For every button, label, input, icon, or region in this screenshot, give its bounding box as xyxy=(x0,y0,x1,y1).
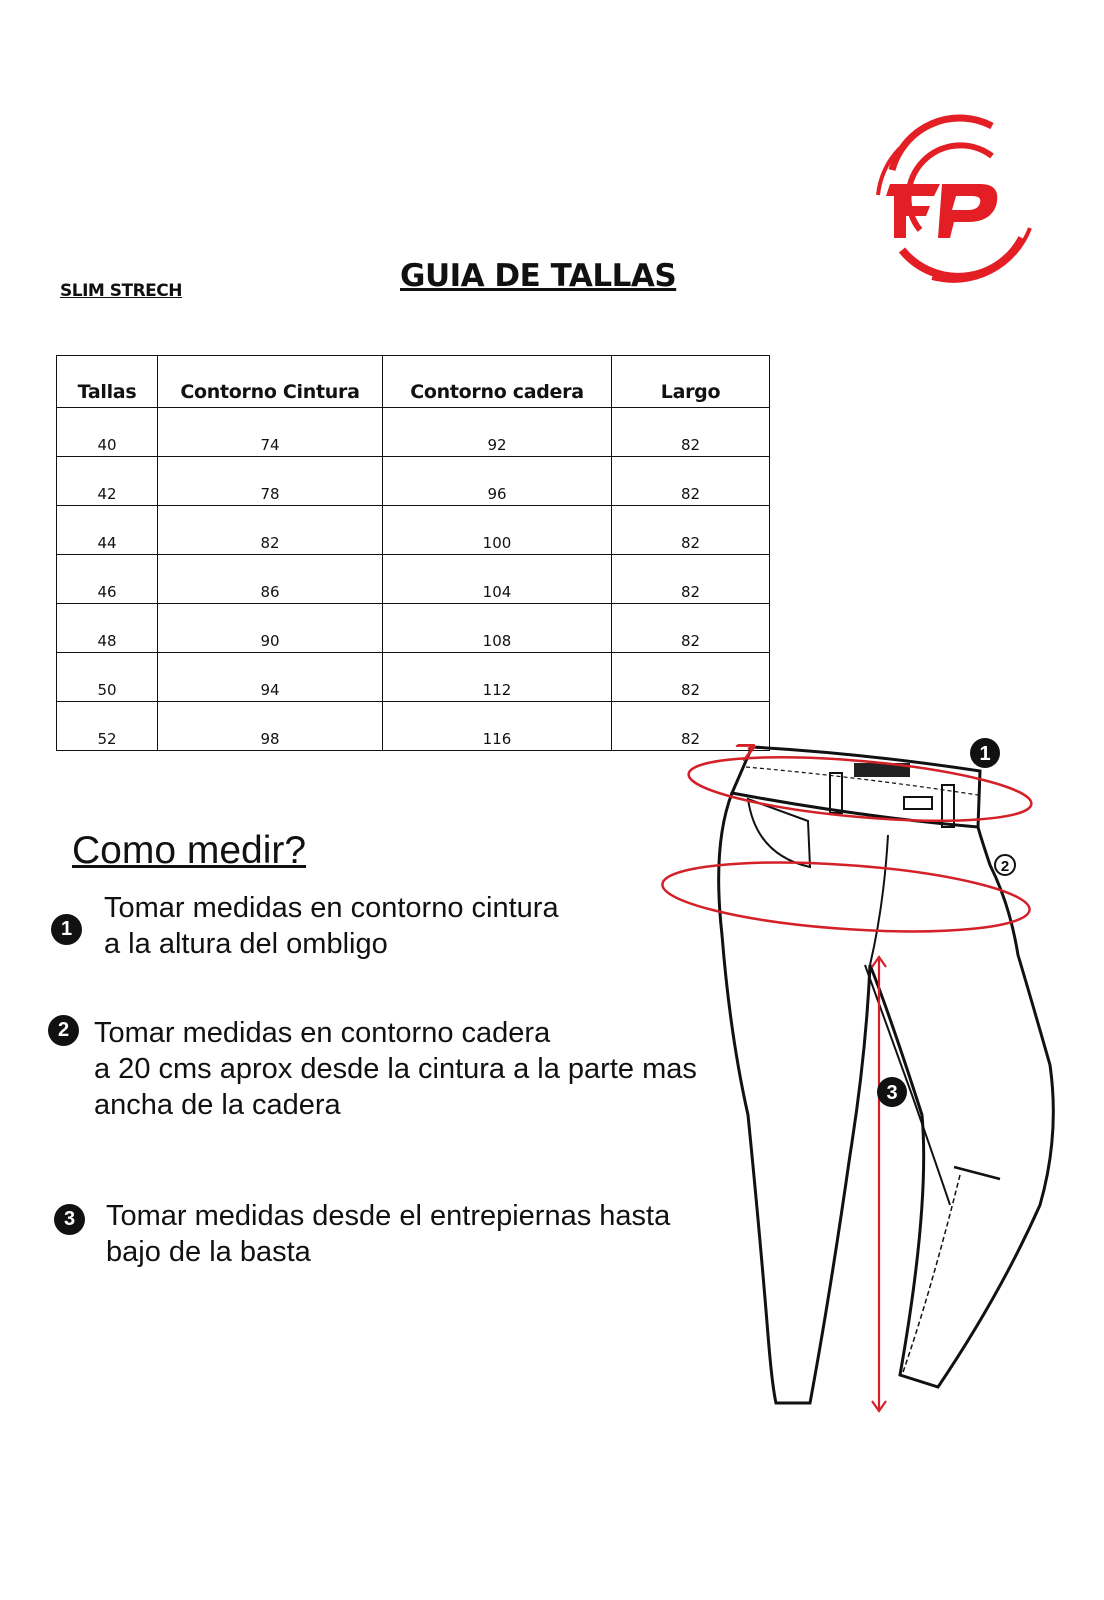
table-cell: 74 xyxy=(158,408,383,457)
page-title: GUIA DE TALLAS xyxy=(400,258,677,294)
table-row xyxy=(57,457,770,506)
table-cell: 82 xyxy=(612,604,770,653)
table-cell: 94 xyxy=(158,653,383,702)
table-cell: 82 xyxy=(612,555,770,604)
table-cell: 82 xyxy=(158,506,383,555)
step-2-line-1: Tomar medidas en contorno cadera xyxy=(94,1017,551,1049)
table-cell: 112 xyxy=(383,653,612,702)
step-2-text xyxy=(94,1015,697,1123)
step-3-line-2: bajo de la basta xyxy=(106,1236,311,1268)
step-1-line-2: a la altura del ombligo xyxy=(104,928,388,960)
product-subtitle: SLIM STRECH xyxy=(60,281,182,301)
table-cell: 82 xyxy=(612,408,770,457)
step-1-text xyxy=(104,890,559,962)
table-row xyxy=(57,506,770,555)
table-cell: 46 xyxy=(57,555,158,604)
table-row xyxy=(57,408,770,457)
size-table xyxy=(56,355,770,751)
table-cell: 98 xyxy=(158,702,383,751)
step-3-line-1: Tomar medidas desde el entrepiernas hasta xyxy=(106,1200,671,1232)
table-cell: 104 xyxy=(383,555,612,604)
table-cell: 92 xyxy=(383,408,612,457)
marker-3: 3 xyxy=(886,1082,898,1104)
step-3-text xyxy=(106,1198,670,1270)
fp-logo-icon xyxy=(872,110,1036,290)
step-3-badge: 3 xyxy=(54,1204,85,1235)
table-cell: 48 xyxy=(57,604,158,653)
table-cell: 116 xyxy=(383,702,612,751)
table-cell: 86 xyxy=(158,555,383,604)
table-row xyxy=(57,555,770,604)
step-2-line-3: ancha de la cadera xyxy=(94,1089,341,1121)
table-cell: 78 xyxy=(158,457,383,506)
table-cell: 108 xyxy=(383,604,612,653)
table-cell: 50 xyxy=(57,653,158,702)
column-header-tallas: Tallas xyxy=(57,356,158,408)
table-header-row xyxy=(57,356,770,408)
step-2-line-2: a 20 cms aprox desde la cintura a la parte mas xyxy=(94,1053,697,1085)
table-cell: 40 xyxy=(57,408,158,457)
step-2-badge: 2 xyxy=(48,1015,79,1046)
how-to-measure-heading: Como medir? xyxy=(72,829,307,872)
table-cell: 100 xyxy=(383,506,612,555)
step-1-badge: 1 xyxy=(51,914,82,945)
table-cell: 96 xyxy=(383,457,612,506)
table-row xyxy=(57,604,770,653)
table-row xyxy=(57,653,770,702)
table-cell: 82 xyxy=(612,702,770,751)
marker-2: 2 xyxy=(1000,858,1010,875)
table-cell: 82 xyxy=(612,506,770,555)
pants-measurement-icon xyxy=(660,735,1080,1455)
column-header-cadera: Contorno cadera xyxy=(383,356,612,408)
marker-1: 1 xyxy=(979,743,991,765)
column-header-largo: Largo xyxy=(612,356,770,408)
step-1-line-1: Tomar medidas en contorno cintura xyxy=(104,892,559,924)
column-header-cintura: Contorno Cintura xyxy=(158,356,383,408)
table-cell: 82 xyxy=(612,457,770,506)
table-cell: 44 xyxy=(57,506,158,555)
table-cell: 52 xyxy=(57,702,158,751)
table-cell: 42 xyxy=(57,457,158,506)
table-cell: 90 xyxy=(158,604,383,653)
table-cell: 82 xyxy=(612,653,770,702)
